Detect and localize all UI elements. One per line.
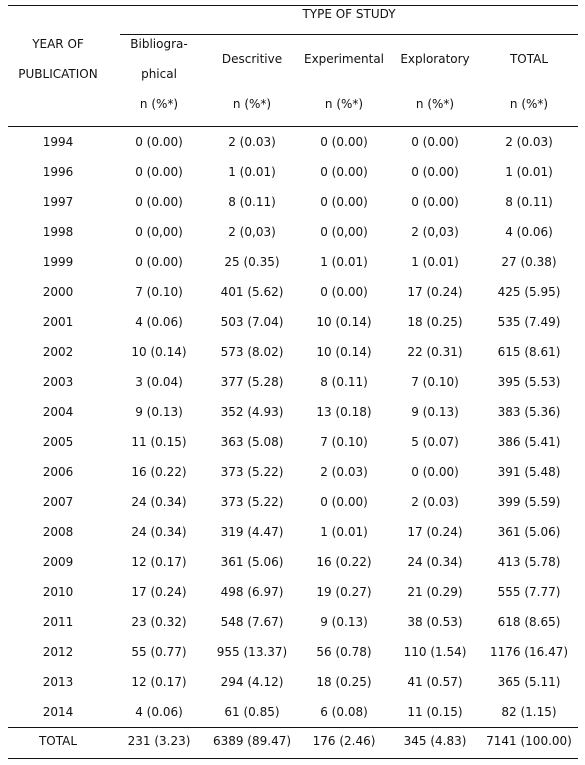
group-rule [120,34,578,35]
table-row [8,397,578,427]
cell-experimental: 10 (0.14) [316,345,372,359]
year-header-line1: YEAR OF [32,37,84,51]
cell-bibliographical: 0 (0.00) [135,135,183,149]
cell-bibliographical: 0 (0.00) [135,165,183,179]
cell-bibliographical: 17 (0.24) [131,585,187,599]
table-row [8,157,578,187]
cell-exploratory: 21 (0.29) [407,585,463,599]
cell-bibliographical: 0 (0.00) [135,195,183,209]
cell-descritive: 1 (0.01) [228,165,276,179]
cell-experimental: 0 (0.00) [320,135,368,149]
cell-descritive: 503 (7.04) [220,315,284,329]
cell-bibliographical: 0 (0.00) [135,255,183,269]
cell-year: 1994 [42,135,74,149]
year-header-line2: PUBLICATION [18,67,98,81]
col-bibliographical-line2: phical [141,67,177,81]
cell-total: 395 (5.53) [497,375,561,389]
cell-descritive: 352 (4.93) [220,405,284,419]
cell-total: 618 (8.65) [497,615,561,629]
total-row [8,726,578,756]
cell-year: 2009 [42,555,74,569]
cell-exploratory: 2 (0,03) [411,225,459,239]
total-exploratory: 345 (4.83) [403,734,467,748]
cell-bibliographical: 23 (0.32) [131,615,187,629]
table-row [8,577,578,607]
cell-bibliographical: 3 (0.04) [135,375,183,389]
cell-total: 27 (0.38) [501,255,557,269]
cell-descritive: 8 (0.11) [228,195,276,209]
col-experimental: Experimental [303,52,385,66]
cell-year: 1996 [42,165,74,179]
col-experimental-unit: n (%*) [324,97,364,111]
cell-experimental: 1 (0.01) [320,255,368,269]
cell-exploratory: 0 (0.00) [411,465,459,479]
col-exploratory: Exploratory [400,52,470,66]
cell-year: 2007 [42,495,74,509]
cell-bibliographical: 12 (0.17) [131,555,187,569]
cell-experimental: 7 (0.10) [320,435,368,449]
cell-exploratory: 41 (0.57) [407,675,463,689]
cell-descritive: 955 (13.37) [216,645,288,659]
cell-bibliographical: 10 (0.14) [131,345,187,359]
cell-year: 1998 [42,225,74,239]
total-descritive: 6389 (89.47) [212,734,292,748]
table-row [8,547,578,577]
cell-exploratory: 2 (0.03) [411,495,459,509]
table-row [8,427,578,457]
cell-total: 82 (1.15) [501,705,557,719]
cell-descritive: 373 (5.22) [220,465,284,479]
table-row [8,277,578,307]
cell-year: 2010 [42,585,74,599]
cell-descritive: 2 (0,03) [228,225,276,239]
cell-exploratory: 0 (0.00) [411,135,459,149]
table-row [8,517,578,547]
col-bibliographical-line1: Bibliogra- [130,37,188,51]
cell-year: 1997 [42,195,74,209]
cell-year: 2008 [42,525,74,539]
cell-experimental: 18 (0.25) [316,675,372,689]
cell-exploratory: 24 (0.34) [407,555,463,569]
cell-total: 386 (5.41) [497,435,561,449]
cell-experimental: 0 (0.00) [320,285,368,299]
cell-experimental: 2 (0.03) [320,465,368,479]
cell-year: 2000 [42,285,74,299]
total-label: TOTAL [38,734,78,748]
cell-total: 383 (5.36) [497,405,561,419]
cell-experimental: 0 (0.00) [320,495,368,509]
table-row [8,487,578,517]
cell-exploratory: 7 (0.10) [411,375,459,389]
cell-descritive: 319 (4.47) [220,525,284,539]
cell-experimental: 1 (0.01) [320,525,368,539]
cell-experimental: 10 (0.14) [316,315,372,329]
cell-exploratory: 5 (0.07) [411,435,459,449]
table-row [8,247,578,277]
cell-descritive: 25 (0.35) [224,255,280,269]
table-row [8,697,578,727]
cell-bibliographical: 24 (0.34) [131,495,187,509]
cell-year: 2004 [42,405,74,419]
cell-exploratory: 1 (0.01) [411,255,459,269]
cell-exploratory: 0 (0.00) [411,165,459,179]
total-bibliographical: 231 (3.23) [127,734,191,748]
cell-exploratory: 18 (0.25) [407,315,463,329]
cell-experimental: 9 (0.13) [320,615,368,629]
cell-total: 615 (8.61) [497,345,561,359]
cell-experimental: 6 (0.08) [320,705,368,719]
cell-descritive: 377 (5.28) [220,375,284,389]
cell-bibliographical: 4 (0.06) [135,705,183,719]
cell-total: 391 (5.48) [497,465,561,479]
cell-year: 2011 [42,615,74,629]
table-row [8,637,578,667]
cell-year: 2005 [42,435,74,449]
cell-total: 361 (5.06) [497,525,561,539]
table-row [8,337,578,367]
table-row [8,367,578,397]
cell-descritive: 548 (7.67) [220,615,284,629]
cell-total: 555 (7.77) [497,585,561,599]
cell-bibliographical: 55 (0.77) [131,645,187,659]
cell-total: 8 (0.11) [505,195,553,209]
col-total-unit: n (%*) [509,97,549,111]
cell-experimental: 0 (0.00) [320,165,368,179]
col-total: TOTAL [509,52,549,66]
cell-exploratory: 0 (0.00) [411,195,459,209]
cell-experimental: 19 (0.27) [316,585,372,599]
cell-year: 2003 [42,375,74,389]
table-row [8,127,578,157]
cell-bibliographical: 12 (0.17) [131,675,187,689]
cell-year: 2014 [42,705,74,719]
cell-experimental: 56 (0.78) [316,645,372,659]
cell-total: 4 (0.06) [505,225,553,239]
cell-exploratory: 17 (0.24) [407,285,463,299]
cell-descritive: 498 (6.97) [220,585,284,599]
table-row [8,457,578,487]
cell-year: 2006 [42,465,74,479]
cell-descritive: 573 (8.02) [220,345,284,359]
cell-descritive: 373 (5.22) [220,495,284,509]
cell-descritive: 61 (0.85) [224,705,280,719]
cell-bibliographical: 24 (0.34) [131,525,187,539]
cell-descritive: 294 (4.12) [220,675,284,689]
cell-exploratory: 38 (0.53) [407,615,463,629]
cell-total: 535 (7.49) [497,315,561,329]
cell-bibliographical: 4 (0.06) [135,315,183,329]
cell-year: 2001 [42,315,74,329]
cell-experimental: 0 (0.00) [320,195,368,209]
cell-experimental: 0 (0,00) [320,225,368,239]
cell-exploratory: 110 (1.54) [403,645,467,659]
col-descritive: Descritive [221,52,283,66]
group-header: TYPE OF STUDY [302,7,396,21]
cell-bibliographical: 11 (0.15) [131,435,187,449]
cell-total: 1 (0.01) [505,165,553,179]
cell-total: 413 (5.78) [497,555,561,569]
cell-bibliographical: 16 (0.22) [131,465,187,479]
cell-total: 2 (0.03) [505,135,553,149]
cell-exploratory: 9 (0.13) [411,405,459,419]
bottom-rule [8,758,578,759]
cell-descritive: 401 (5.62) [220,285,284,299]
cell-exploratory: 22 (0.31) [407,345,463,359]
table-row [8,607,578,637]
table-row [8,667,578,697]
col-bibliographical-unit: n (%*) [139,97,179,111]
cell-experimental: 13 (0.18) [316,405,372,419]
cell-total: 425 (5.95) [497,285,561,299]
cell-year: 2002 [42,345,74,359]
total-total: 7141 (100.00) [486,734,572,748]
table-row [8,217,578,247]
table-row [8,307,578,337]
cell-year: 1999 [42,255,74,269]
cell-bibliographical: 7 (0.10) [135,285,183,299]
top-rule [8,5,578,6]
cell-year: 2012 [42,645,74,659]
cell-descritive: 2 (0.03) [228,135,276,149]
cell-exploratory: 17 (0.24) [407,525,463,539]
cell-bibliographical: 9 (0.13) [135,405,183,419]
cell-descritive: 361 (5.06) [220,555,284,569]
cell-exploratory: 11 (0.15) [407,705,463,719]
cell-total: 399 (5.59) [497,495,561,509]
table-row [8,187,578,217]
cell-experimental: 16 (0.22) [316,555,372,569]
cell-year: 2013 [42,675,74,689]
col-descritive-unit: n (%*) [232,97,272,111]
cell-bibliographical: 0 (0,00) [135,225,183,239]
cell-descritive: 363 (5.08) [220,435,284,449]
cell-total: 1176 (16.47) [489,645,569,659]
cell-total: 365 (5.11) [497,675,561,689]
total-experimental: 176 (2.46) [312,734,376,748]
cell-experimental: 8 (0.11) [320,375,368,389]
col-exploratory-unit: n (%*) [415,97,455,111]
